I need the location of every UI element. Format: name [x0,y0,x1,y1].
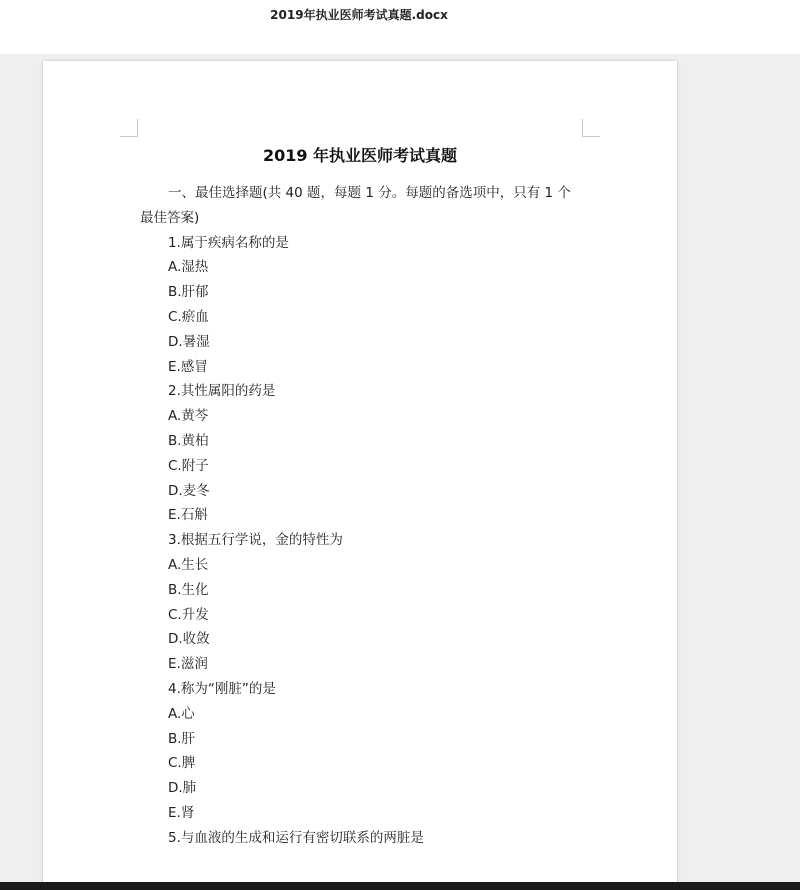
question-stem: 3.根据五行学说，金的特性为 [168,532,343,549]
answer-option: C.瘀血 [168,308,209,325]
answer-option: E.肾 [168,804,195,821]
answer-option: D.麦冬 [168,482,210,499]
answer-option: E.石斛 [168,507,208,524]
question-stem: 4.称为“刚脏”的是 [168,680,276,697]
answer-option: C.升发 [168,606,209,623]
answer-option: C.脾 [168,755,196,772]
question-stem: 2.其性属阳的药是 [168,383,276,400]
answer-option: B.生化 [168,581,209,598]
question-stem: 1.属于疾病名称的是 [168,234,289,251]
document-body [140,181,580,851]
section-intro: 一、最佳选择题(共 40 题，每题 1 分。每题的备选项中，只有 1 个最佳答案) [140,185,571,226]
bottom-bar [0,882,800,890]
answer-option: E.滋润 [168,656,208,673]
document-filename: 2019年执业医师考试真题.docx [270,8,448,22]
crop-mark-top-left [120,119,138,137]
question-list [140,231,580,851]
title-bar [0,0,800,54]
answer-option: B.黄柏 [168,432,209,449]
answer-option: E.感冒 [168,358,208,375]
answer-option: A.黄芩 [168,408,209,425]
answer-option: D.收敛 [168,631,210,648]
answer-option: B.肝 [168,730,196,747]
answer-option: D.暑湿 [168,333,210,350]
answer-option: B.肝郁 [168,284,209,301]
answer-option: A.湿热 [168,259,209,276]
question-stem: 5.与血液的生成和运行有密切联系的两脏是 [168,829,424,846]
document-title: 2019 年执业医师考试真题 [262,146,458,165]
answer-option: A.心 [168,705,195,722]
document-page [43,61,677,882]
answer-option: C.附子 [168,457,209,474]
answer-option: D.肺 [168,780,197,797]
answer-option: A.生长 [168,556,209,573]
document-viewer[interactable] [0,54,800,882]
crop-mark-top-right [582,119,600,137]
